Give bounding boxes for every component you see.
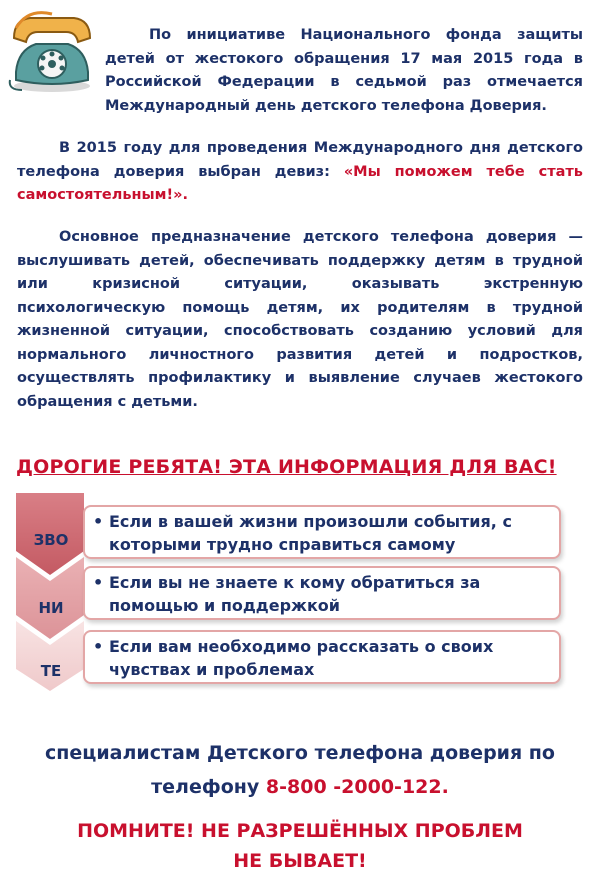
purpose-line: осуществлять профилактику и выявление случаев жестокого xyxy=(17,370,583,386)
intro-line: детей от жестокого обращения 17 мая 2015 года в xyxy=(105,50,583,67)
purpose-line: жизненной ситуации, способствовать созданию условий для xyxy=(17,323,583,339)
chevron-label-1: ЗВО xyxy=(33,531,69,549)
footer-line-2: НЕ БЫВАЕТ! xyxy=(233,850,367,872)
intro-line: По инициативе Национального фонда защиты xyxy=(149,27,583,43)
phone-icon xyxy=(8,10,96,94)
item-line: которыми трудно справиться самому xyxy=(109,535,456,554)
contact-block xyxy=(20,736,580,804)
phone-number[interactable]: 8-800 -2000-122. xyxy=(265,776,449,798)
info-item-1 xyxy=(83,505,561,559)
motto-quote-end: самостоятельным!». xyxy=(17,187,188,203)
purpose-line: психологическую помощь детям, их родителям в трудной xyxy=(17,299,583,316)
item-line: чувствах и проблемах xyxy=(109,660,315,679)
contact-line-2 xyxy=(20,770,580,804)
bullet-icon: • xyxy=(93,637,104,656)
item-line: помощью и поддержкой xyxy=(109,596,341,615)
motto-text: телефона доверия выбран девиз: xyxy=(17,163,330,180)
intro-paragraph xyxy=(105,24,583,118)
purpose-line: обращения с детьми. xyxy=(17,393,198,410)
section-heading: ДОРОГИЕ РЕБЯТА! ЭТА ИНФОРМАЦИЯ ДЛЯ ВАС! xyxy=(16,456,557,478)
item-line: Если вам необходимо рассказать о своих xyxy=(109,637,494,656)
purpose-paragraph xyxy=(17,226,583,414)
purpose-line: или кризисной ситуации, оказывать экстренную xyxy=(17,276,583,292)
purpose-line: Основное предназначение детского телефона доверия — xyxy=(59,229,583,245)
purpose-line: выслушивать детей, обеспечивать поддержку детям в трудной xyxy=(17,252,583,269)
item-line: Если вы не знаете к кому обратиться за xyxy=(109,573,481,592)
purpose-line: нормального личностного развития детей и подростков, xyxy=(17,346,583,363)
footer-line-1: ПОМНИТЕ! НЕ РАЗРЕШЁННЫХ ПРОБЛЕМ xyxy=(77,820,523,842)
bullet-icon: • xyxy=(93,512,104,531)
chevron-label-3: ТЕ xyxy=(40,662,62,680)
motto-paragraph xyxy=(17,137,583,208)
bullet-icon: • xyxy=(93,573,104,592)
item-line: Если в вашей жизни произошли события, с xyxy=(109,512,512,531)
footer-block xyxy=(20,816,580,876)
intro-line: Международный день детского телефона Доверия. xyxy=(105,97,547,114)
info-item-2 xyxy=(83,566,561,620)
motto-line: В 2015 году для проведения Международного дня детского xyxy=(59,140,583,156)
contact-prefix: телефону xyxy=(151,776,260,798)
motto-quote-start: «Мы поможем тебе стать xyxy=(343,163,583,180)
chevron-label-2: НИ xyxy=(38,599,64,617)
info-item-3 xyxy=(83,630,561,684)
intro-line: Российской Федерации в седьмой раз отмечается xyxy=(105,74,583,90)
contact-line-1: специалистам Детского телефона доверия по xyxy=(45,742,555,764)
motto-line-2 xyxy=(17,161,583,185)
